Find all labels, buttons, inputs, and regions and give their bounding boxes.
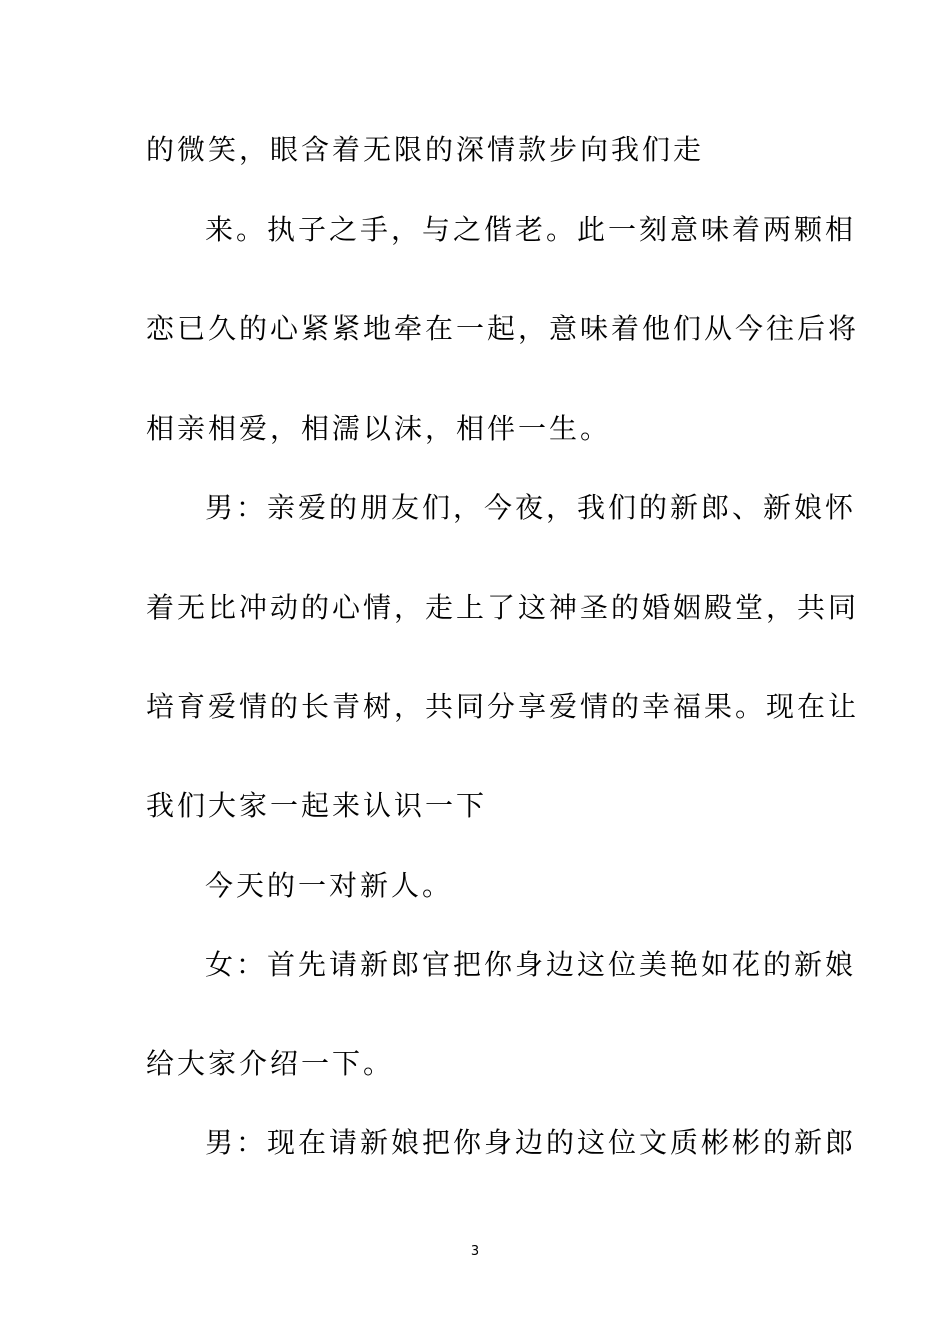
text-line: 女：首先请新郎官把你身边这位美艳如花的新娘 xyxy=(205,948,857,981)
text-line: 着无比冲动的心情，走上了这神圣的婚姻殿堂，共同 xyxy=(146,591,860,624)
text-line: 男：亲爱的朋友们，今夜，我们的新郎、新娘怀 xyxy=(205,491,857,524)
text-line: 的微笑，眼含着无限的深情款步向我们走 xyxy=(146,133,705,166)
text-line: 我们大家一起来认识一下 xyxy=(146,789,488,822)
text-line: 今天的一对新人。 xyxy=(205,869,454,902)
page-number: 3 xyxy=(470,1244,480,1259)
text-line: 男：现在请新娘把你身边的这位文质彬彬的新郎 xyxy=(205,1126,857,1159)
text-line: 来。执子之手，与之偕老。此一刻意味着两颗相 xyxy=(205,213,857,246)
text-line: 相亲相爱，相濡以沫，相伴一生。 xyxy=(146,412,612,445)
text-line: 恋已久的心紧紧地牵在一起，意味着他们从今往后将 xyxy=(146,312,860,345)
text-line: 培育爱情的长青树，共同分享爱情的幸福果。现在让 xyxy=(146,690,860,723)
text-line: 给大家介绍一下。 xyxy=(146,1047,395,1080)
